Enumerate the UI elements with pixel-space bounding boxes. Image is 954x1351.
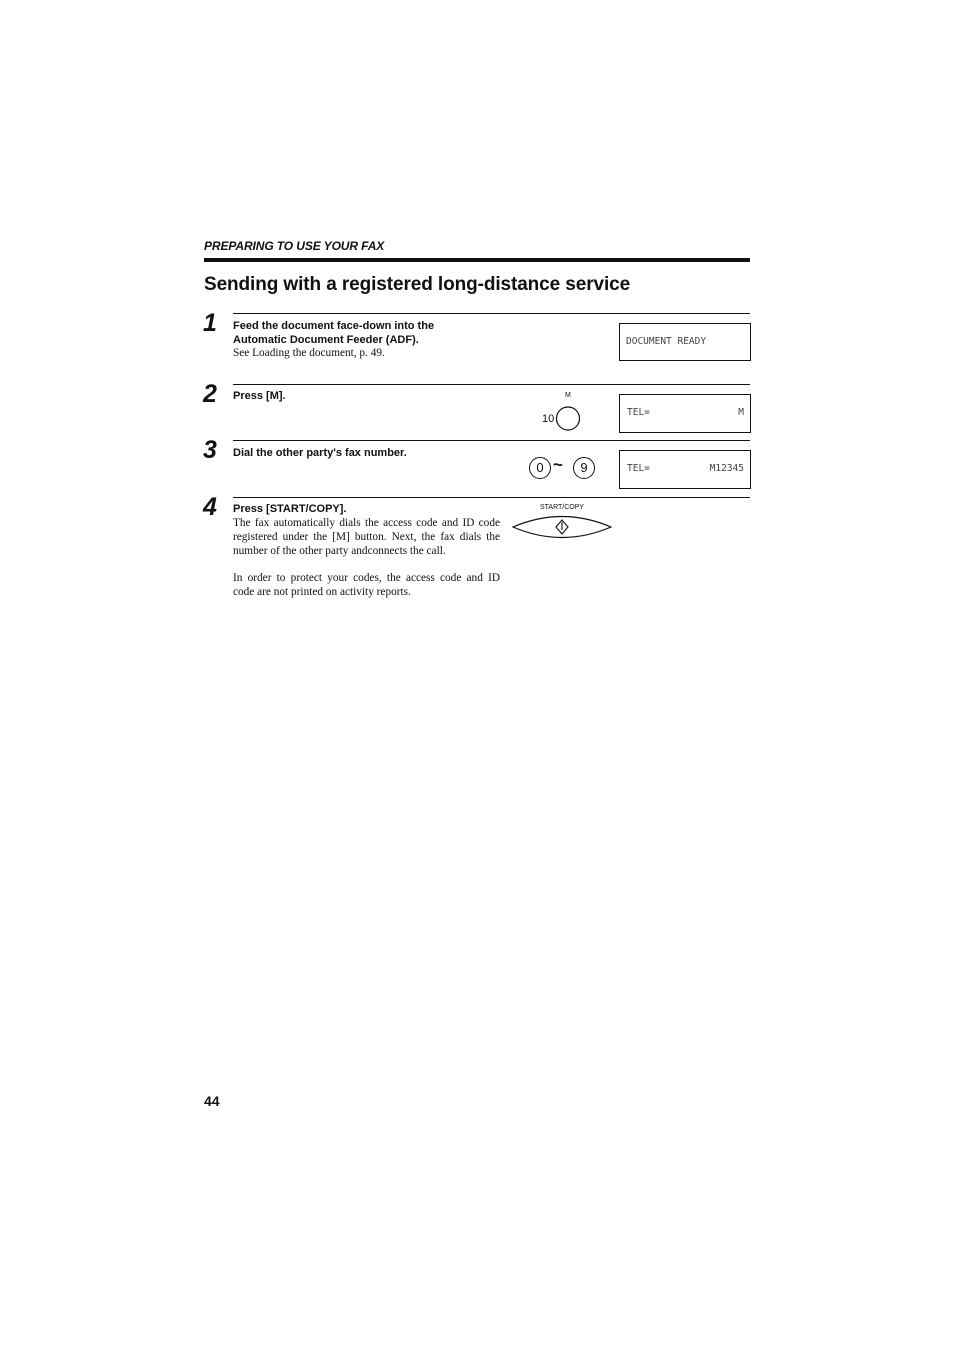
start-copy-label: START/COPY	[540, 504, 585, 511]
header-rule	[204, 258, 750, 262]
m-button-number: 10	[542, 413, 555, 425]
step-text: In order to protect your codes, the access code and ID code are not printed on activity reports.	[233, 572, 500, 598]
page-title: Sending with a registered long-distance service	[204, 274, 631, 295]
lcd-display	[619, 394, 751, 433]
lcd-display	[619, 450, 751, 489]
lcd-text: M	[738, 407, 744, 418]
step-number: 3	[203, 436, 217, 464]
page-number: 44	[204, 1093, 220, 1109]
lcd-text: TEL=	[627, 463, 650, 474]
step-text: The fax automatically dials the access code and ID code registered under the [M] button. Next, the fax dials the number of the other party andconnects the call.	[233, 517, 500, 557]
step-number: 2	[203, 380, 217, 408]
step-heading-line: Feed the document face-down into the	[233, 320, 435, 332]
step-heading: Press [M].	[233, 390, 286, 402]
lcd-text: M12345	[709, 463, 744, 474]
step-heading: Press [START/COPY].	[233, 503, 347, 515]
step-divider	[233, 440, 750, 441]
step-text: See Loading the document, p. 49.	[233, 347, 385, 359]
step-divider	[233, 384, 750, 385]
step-number: 1	[203, 309, 217, 337]
lcd-display	[619, 323, 751, 361]
step-number: 4	[203, 493, 217, 521]
step-heading	[233, 319, 434, 347]
step-divider	[233, 313, 750, 314]
m-button-label: M	[565, 392, 571, 399]
step-heading-line: Automatic Document Feeder (ADF).	[233, 334, 419, 346]
start-copy-button-icon	[510, 512, 614, 542]
step-divider	[233, 497, 750, 498]
lcd-text: TEL=	[627, 407, 650, 418]
step-heading: Dial the other party's fax number.	[233, 447, 407, 459]
lcd-text: DOCUMENT READY	[626, 336, 707, 347]
m-button-icon	[555, 406, 583, 432]
key-9-icon: 9	[573, 457, 595, 479]
range-separator: ~	[553, 455, 563, 474]
key-0-icon: 0	[529, 457, 551, 479]
section-label: PREPARING TO USE YOUR FAX	[204, 239, 385, 253]
